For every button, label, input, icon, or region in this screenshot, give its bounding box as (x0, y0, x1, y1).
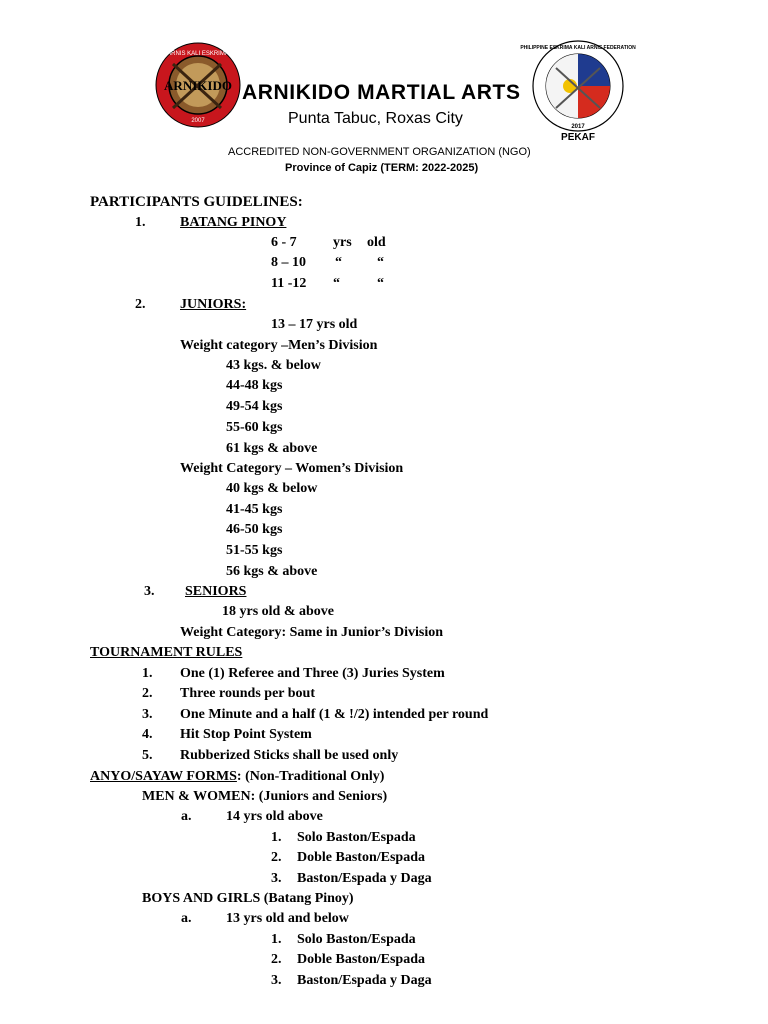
weight-item: 44-48 kgs (226, 378, 283, 393)
rule-number: 3. (142, 707, 153, 722)
rule-text: Hit Stop Point System (180, 727, 312, 742)
rule-number: 1. (142, 666, 153, 681)
rule-text: Rubberized Sticks shall be used only (180, 748, 399, 763)
pekaf-logo-acronym: PEKAF (561, 132, 595, 143)
weight-item: 55-60 kgs (226, 420, 283, 435)
ditto-mark: “ (333, 276, 340, 291)
women-weight-label: Weight Category – Women’s Division (180, 461, 404, 476)
location: Punta Tabuc, Roxas City (288, 110, 463, 127)
category-letter: a. (181, 809, 192, 824)
form-number: 1. (271, 830, 282, 845)
accreditation: ACCREDITED NON-GOVERNMENT ORGANIZATION (NGO) (228, 146, 531, 158)
form-text: Doble Baston/Espada (297, 952, 425, 967)
form-text: Baston/Espada y Daga (297, 871, 432, 886)
arnikido-logo-ring-text: ARNIS KALI ESKRIMA (167, 51, 229, 57)
weight-item: 56 kgs & above (226, 564, 318, 579)
weight-item: 43 kgs. & below (226, 358, 321, 373)
weight-item: 40 kgs & below (226, 481, 318, 496)
batang-title: BATANG PINOY (180, 215, 287, 230)
men-women-label: MEN & WOMEN: (Juniors and Seniors) (142, 789, 388, 804)
org-name: ARNIKIDO MARTIAL ARTS (242, 81, 521, 104)
form-text: Solo Baston/Espada (297, 830, 416, 845)
ditto-mark: “ (335, 255, 342, 270)
weight-item: 41-45 kgs (226, 502, 283, 517)
juniors-age: 13 – 17 yrs old (271, 317, 358, 332)
rule-text: One (1) Referee and Three (3) Juries System (180, 666, 445, 681)
juniors-title: JUNIORS: (180, 297, 247, 312)
pekaf-logo (520, 40, 636, 144)
form-number: 3. (271, 871, 282, 886)
batang-age-range: 8 – 10 (271, 255, 306, 270)
seniors-number: 3. (144, 584, 155, 599)
seniors-weight: Weight Category: Same in Junior’s Division (180, 625, 444, 640)
rule-number: 4. (142, 727, 153, 742)
category-age: 14 yrs old above (226, 809, 323, 824)
arnikido-logo (155, 42, 241, 128)
rule-text: Three rounds per bout (180, 686, 315, 701)
rule-number: 5. (142, 748, 153, 763)
weight-item: 49-54 kgs (226, 399, 283, 414)
ditto-mark: “ (377, 255, 384, 270)
arnikido-logo-center-text: ARNIKIDO (164, 78, 232, 93)
pekaf-logo-ring-text: PHILIPPINE ESKRIMA KALI ARNIS FEDERATION (520, 45, 636, 51)
arnikido-logo-year: 2007 (191, 118, 205, 124)
rule-text: One Minute and a half (1 & !/2) intended per round (180, 707, 489, 722)
form-number: 1. (271, 932, 282, 947)
form-number: 2. (271, 952, 282, 967)
boys-girls-label: BOYS AND GIRLS (Batang Pinoy) (142, 891, 354, 906)
forms-heading-suffix: : (Non-Traditional Only) (236, 769, 385, 784)
form-number: 2. (271, 850, 282, 865)
men-weight-label: Weight category –Men’s Division (180, 338, 378, 353)
rule-number: 2. (142, 686, 153, 701)
batang-age-unit: yrs (333, 235, 352, 250)
juniors-number: 2. (135, 297, 146, 312)
category-age: 13 yrs old and below (226, 911, 349, 926)
seniors-age: 18 yrs old & above (222, 604, 334, 619)
form-text: Doble Baston/Espada (297, 850, 425, 865)
batang-age-range: 6 - 7 (271, 235, 297, 250)
form-text: Solo Baston/Espada (297, 932, 416, 947)
seniors-title: SENIORS (185, 584, 247, 599)
weight-item: 61 kgs & above (226, 441, 318, 456)
batang-number: 1. (135, 215, 146, 230)
weight-item: 46-50 kgs (226, 522, 283, 537)
batang-age-range: 11 -12 (271, 276, 307, 291)
weight-item: 51-55 kgs (226, 543, 283, 558)
category-letter: a. (181, 911, 192, 926)
form-text: Baston/Espada y Daga (297, 973, 432, 988)
rules-heading: TOURNAMENT RULES (90, 645, 243, 660)
term: Province of Capiz (TERM: 2022-2025) (285, 162, 479, 174)
forms-heading-row (90, 768, 384, 786)
ditto-mark: “ (377, 276, 384, 291)
form-number: 3. (271, 973, 282, 988)
batang-age-old: old (367, 235, 386, 250)
guidelines-heading: PARTICIPANTS GUIDELINES: (90, 194, 303, 210)
forms-heading: ANYO/SAYAW FORMS (90, 769, 237, 784)
pekaf-logo-year: 2017 (571, 124, 585, 130)
